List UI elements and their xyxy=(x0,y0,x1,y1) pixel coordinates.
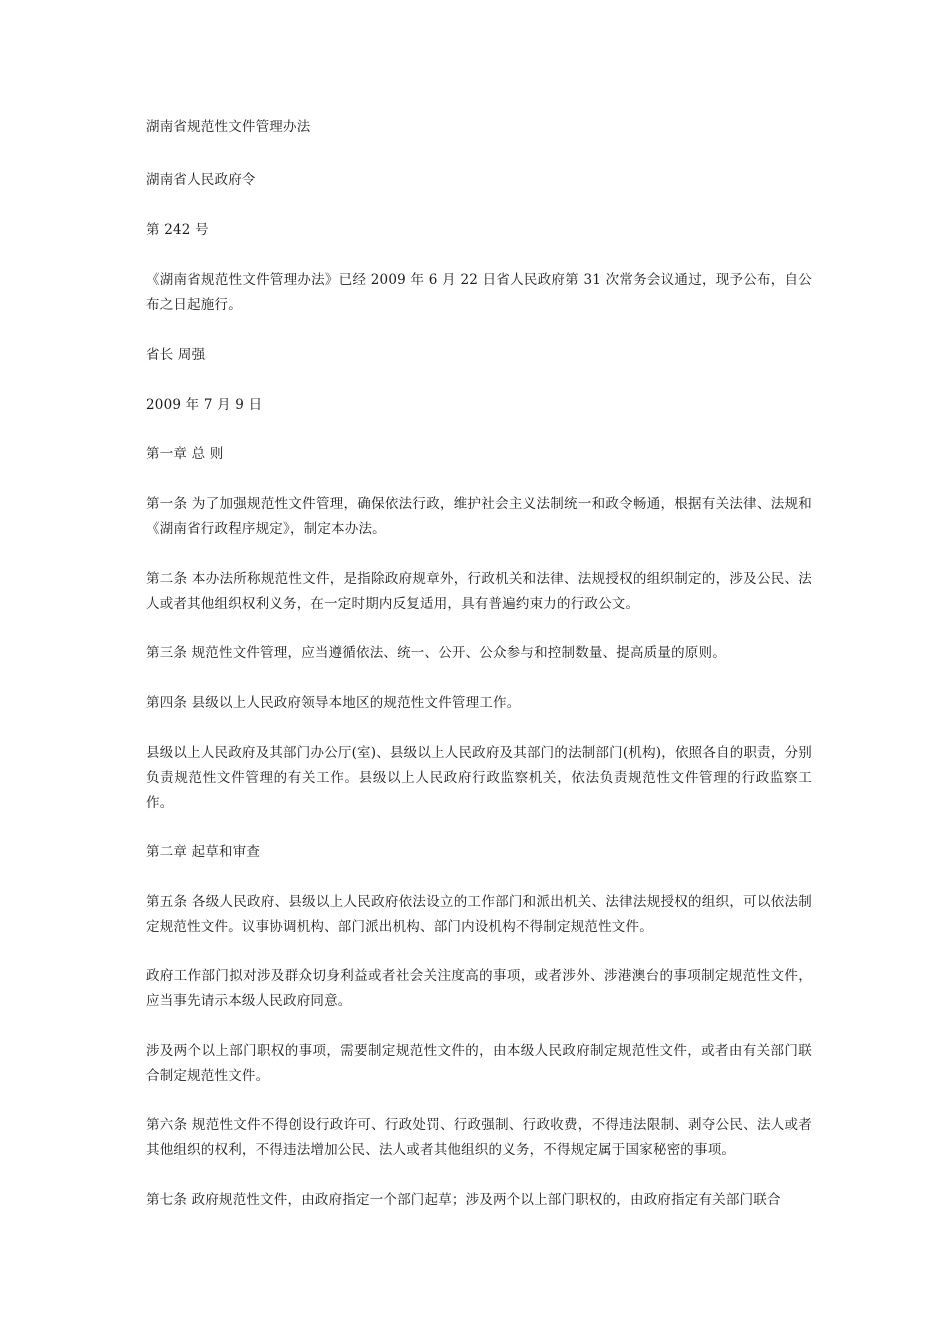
article-paragraph: 第二条 本办法所称规范性文件，是指除政府规章外，行政机关和法律、法规授权的组织制定的，涉及公民、法人或者其他组织权利义务，在一定时期内反复适用，具有普遍约束力的行政公文。 xyxy=(146,571,812,612)
signatory: 省长 周强 xyxy=(146,347,206,363)
article-paragraph: 涉及两个以上部门职权的事项，需要制定规范性文件的，由本级人民政府制定规范性文件，或者由有关部门联合制定规范性文件。 xyxy=(146,1043,812,1084)
article-paragraph: 第六条 规范性文件不得创设行政许可、行政处罚、行政强制、行政收费，不得违法限制、剥夺公民、法人或者其他组织的权利，不得违法增加公民、法人或者其他组织的义务，不得规定属于国家秘密的事项。 xyxy=(146,1117,812,1158)
chapter-heading: 第二章 起草和审查 xyxy=(146,844,261,860)
article-paragraph: 第七条 政府规范性文件，由政府指定一个部门起草；涉及两个以上部门职权的，由政府指定有关部门联合 xyxy=(146,1192,781,1208)
article-paragraph: 第四条 县级以上人民政府领导本地区的规范性文件管理工作。 xyxy=(146,695,521,711)
document-title: 湖南省规范性文件管理办法 xyxy=(146,119,311,135)
issue-date: 2009 年 7 月 9 日 xyxy=(146,397,263,413)
order-number: 第 242 号 xyxy=(146,222,209,238)
article-paragraph: 第三条 规范性文件管理，应当遵循依法、统一、公开、公众参与和控制数量、提高质量的原则。 xyxy=(146,645,726,661)
issuer: 湖南省人民政府令 xyxy=(146,172,256,188)
article-paragraph: 县级以上人民政府及其部门办公厅(室)、县级以上人民政府及其部门的法制部门(机构)，依照各自的职责，分别负责规范性文件管理的有关工作。县级以上人民政府行政监察机关，依法负责规范性文件管理的行政监察工作。 xyxy=(146,745,812,811)
article-paragraph: 政府工作部门拟对涉及群众切身利益或者社会关注度高的事项，或者涉外、涉港澳台的事项制定规范性文件，应当事先请示本级人民政府同意。 xyxy=(146,968,812,1009)
article-paragraph: 第一条 为了加强规范性文件管理，确保依法行政，维护社会主义法制统一和政令畅通，根据有关法律、法规和《湖南省行政程序规定》，制定本办法。 xyxy=(146,496,812,537)
promulgation-paragraph: 《湖南省规范性文件管理办法》已经 2009 年 6 月 22 日省人民政府第 31 次常务会议通过，现予公布，自公布之日起施行。 xyxy=(146,272,812,313)
article-paragraph: 第五条 各级人民政府、县级以上人民政府依法设立的工作部门和派出机关、法律法规授权的组织，可以依法制定规范性文件。议事协调机构、部门派出机构、部门内设机构不得制定规范性文件。 xyxy=(146,894,812,935)
chapter-heading: 第一章 总 则 xyxy=(146,446,224,462)
